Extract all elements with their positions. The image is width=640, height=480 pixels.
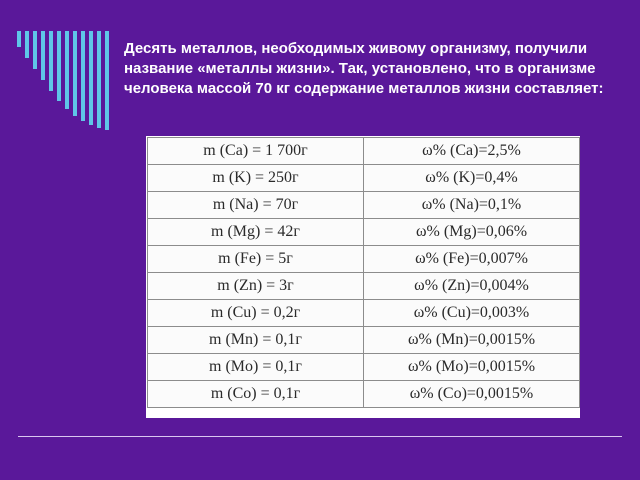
intro-text: Десять металлов, необходимых живому организму, получили название «металлы жизни». Так, установлено, что в организме человека массой 70 кг содержание металлов жизни составляет: <box>124 40 604 97</box>
mass-cell: m (Mo) = 0,1г <box>148 354 364 381</box>
footer-divider <box>18 436 622 437</box>
fraction-cell: ω% (Ca)=2,5% <box>364 138 580 165</box>
metals-table <box>147 137 580 408</box>
fraction-cell: ω% (Mo)=0,0015% <box>364 354 580 381</box>
table-row <box>148 327 580 354</box>
stripe-11 <box>97 31 101 128</box>
stripe-4 <box>41 31 45 80</box>
fraction-cell: ω% (Mg)=0,06% <box>364 219 580 246</box>
table-row <box>148 192 580 219</box>
fraction-cell: ω% (Zn)=0,004% <box>364 273 580 300</box>
fraction-cell: ω% (Fe)=0,007% <box>364 246 580 273</box>
mass-cell: m (Cu) = 0,2г <box>148 300 364 327</box>
fraction-cell: ω% (Mn)=0,0015% <box>364 327 580 354</box>
table-row <box>148 246 580 273</box>
metals-table-card <box>146 136 580 418</box>
stripe-12 <box>105 31 109 130</box>
stripe-2 <box>25 31 29 58</box>
stripe-5 <box>49 31 53 91</box>
fraction-cell: ω% (Na)=0,1% <box>364 192 580 219</box>
table-row <box>148 300 580 327</box>
table-row <box>148 354 580 381</box>
mass-cell: m (Fe) = 5г <box>148 246 364 273</box>
mass-cell: m (Co) = 0,1г <box>148 381 364 408</box>
table-row <box>148 138 580 165</box>
table-row <box>148 273 580 300</box>
mass-cell: m (Mg) = 42г <box>148 219 364 246</box>
decorative-stripes <box>17 31 109 131</box>
mass-cell: m (Na) = 70г <box>148 192 364 219</box>
stripe-10 <box>89 31 93 125</box>
stripe-3 <box>33 31 37 69</box>
fraction-cell: ω% (Cu)=0,003% <box>364 300 580 327</box>
stripe-9 <box>81 31 85 121</box>
fraction-cell: ω% (K)=0,4% <box>364 165 580 192</box>
stripe-1 <box>17 31 21 47</box>
mass-cell: m (Zn) = 3г <box>148 273 364 300</box>
fraction-cell: ω% (Co)=0,0015% <box>364 381 580 408</box>
mass-cell: m (Mn) = 0,1г <box>148 327 364 354</box>
stripe-7 <box>65 31 69 109</box>
stripe-6 <box>57 31 61 101</box>
stripe-8 <box>73 31 77 116</box>
table-row <box>148 219 580 246</box>
mass-cell: m (K) = 250г <box>148 165 364 192</box>
table-row <box>148 165 580 192</box>
mass-cell: m (Ca) = 1 700г <box>148 138 364 165</box>
table-row <box>148 381 580 408</box>
